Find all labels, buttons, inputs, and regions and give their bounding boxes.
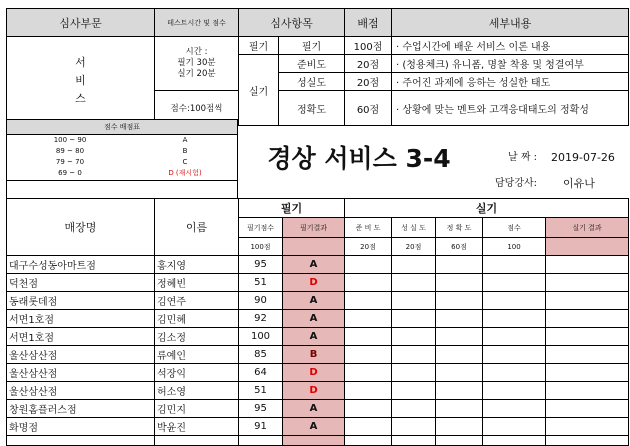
- accuracy-cell: [436, 364, 483, 382]
- detail-text: · 수업시간에 배운 서비스 이론 내용: [392, 37, 629, 55]
- student-row: [7, 292, 629, 310]
- accuracy-cell: [436, 400, 483, 418]
- grade-table: [6, 119, 238, 181]
- prep-cell: [345, 274, 392, 292]
- header-item: 심사항목: [239, 9, 345, 37]
- time-cell: [155, 37, 239, 91]
- col-name: 이름: [155, 199, 239, 256]
- written-grade-cell: A: [283, 328, 345, 346]
- store-cell: 울산삼산점: [7, 364, 155, 382]
- header-details: 세부내용: [392, 9, 629, 37]
- diligence-cell: [392, 292, 436, 310]
- col-accuracy: 정 확 도: [436, 218, 483, 238]
- store-cell: 울산삼산점: [7, 382, 155, 400]
- written-grade-cell: D: [283, 274, 345, 292]
- diligence-cell: [392, 418, 436, 436]
- score-cell: [483, 292, 546, 310]
- name-cell: 김연주: [155, 292, 239, 310]
- student-row: [7, 400, 629, 418]
- practical-result-cell: [546, 382, 629, 400]
- instructor-label: 담당강사:: [495, 178, 538, 189]
- name-cell: 김민혜: [155, 310, 239, 328]
- prep-cell: [345, 364, 392, 382]
- division-char: 서: [75, 56, 86, 69]
- score-total: 점수:100점씩: [155, 91, 239, 126]
- result-cell-empty: [283, 238, 345, 256]
- grade-row: [7, 135, 237, 146]
- store-cell: 울산삼산점: [7, 346, 155, 364]
- col-store: 매장명: [7, 199, 155, 256]
- grade-range: 79 ~ 70: [55, 158, 85, 166]
- item-practical: 실기: [239, 55, 279, 126]
- practical-result-cell: [546, 364, 629, 382]
- written-grade-cell: A: [283, 256, 345, 274]
- diligence-cell: [392, 256, 436, 274]
- written-score-cell: 100: [239, 328, 283, 346]
- time-title: 시간 :: [185, 47, 208, 57]
- accuracy-cell: [436, 346, 483, 364]
- written-grade-cell: D: [283, 364, 345, 382]
- written-score-cell: 92: [239, 310, 283, 328]
- score-cell: [483, 346, 546, 364]
- written-grade-cell: A: [283, 310, 345, 328]
- col-score: 점수: [483, 218, 546, 238]
- store-cell: 덕천점: [7, 274, 155, 292]
- grade-table-title: 점수 배점표: [7, 120, 237, 135]
- score-cell: [483, 418, 546, 436]
- prep-cell: [345, 328, 392, 346]
- prep-cell: [345, 418, 392, 436]
- result-cell-empty: [546, 238, 629, 256]
- practical-result-cell: [546, 274, 629, 292]
- grade-letter: B: [182, 147, 188, 155]
- grade-row: [7, 157, 237, 168]
- store-cell: 창원홈플러스점: [7, 400, 155, 418]
- diligence-cell: [392, 328, 436, 346]
- score-cell: [483, 256, 546, 274]
- student-row: [7, 364, 629, 382]
- col-prep: 준 비 도: [345, 218, 392, 238]
- prep-cell: [345, 292, 392, 310]
- diligence-cell: [392, 274, 436, 292]
- accuracy-cell: [436, 292, 483, 310]
- diligence-cell: [392, 346, 436, 364]
- student-row: [7, 382, 629, 400]
- max-score: 100: [483, 238, 546, 256]
- name-cell: 허소영: [155, 382, 239, 400]
- subitem: 성실도: [279, 73, 345, 91]
- score-cell: [483, 328, 546, 346]
- header-test-time: 테스트시간 및 점수: [155, 9, 239, 37]
- store-cell: 서면1호점: [7, 310, 155, 328]
- col-diligence: 성 실 도: [392, 218, 436, 238]
- prep-cell: [345, 382, 392, 400]
- practical-result-cell: [546, 400, 629, 418]
- store-cell: 대구수성동아마트점: [7, 256, 155, 274]
- practical-result-cell: [546, 292, 629, 310]
- results-table: [6, 198, 628, 438]
- grade-row: [7, 168, 237, 179]
- written-score-cell: 51: [239, 274, 283, 292]
- name-cell: 김민지: [155, 400, 239, 418]
- practical-result-cell: [546, 418, 629, 436]
- student-row: [7, 328, 629, 346]
- written-grade-cell: A: [283, 400, 345, 418]
- diligence-cell: [392, 310, 436, 328]
- result-rows: [7, 256, 629, 446]
- subitem: 필기: [279, 37, 345, 55]
- accuracy-cell: [436, 256, 483, 274]
- blank-cell: [239, 436, 283, 446]
- blank-cell: [345, 436, 392, 446]
- header-points: 배점: [345, 9, 392, 37]
- detail-text: · 상황에 맞는 멘트와 고객응대태도의 정확성: [392, 91, 629, 126]
- blank-cell: [283, 436, 345, 446]
- score-cell: [483, 364, 546, 382]
- student-row: [7, 310, 629, 328]
- points-value: 20점: [345, 73, 392, 91]
- prep-cell: [345, 256, 392, 274]
- name-cell: 류예인: [155, 346, 239, 364]
- written-score-cell: 90: [239, 292, 283, 310]
- written-score-cell: 85: [239, 346, 283, 364]
- max-written: 100점: [239, 238, 283, 256]
- name-cell: 김소정: [155, 328, 239, 346]
- accuracy-cell: [436, 310, 483, 328]
- col-written-score: 필기점수: [239, 218, 283, 238]
- student-row: [7, 418, 629, 436]
- points-value: 60점: [345, 91, 392, 126]
- instructor-value: 이유나: [563, 177, 595, 190]
- written-score-cell: 91: [239, 418, 283, 436]
- practical-result-cell: [546, 256, 629, 274]
- points-value: 20점: [345, 55, 392, 73]
- written-score-cell: 95: [239, 256, 283, 274]
- written-group: 필기: [239, 199, 345, 218]
- student-row: [7, 274, 629, 292]
- prep-cell: [345, 310, 392, 328]
- criteria-table: [6, 8, 628, 119]
- written-score-cell: 95: [239, 400, 283, 418]
- division-cell: [7, 37, 155, 126]
- subitem: 정확도: [279, 91, 345, 126]
- points-value: 100점: [345, 37, 392, 55]
- subitem: 준비도: [279, 55, 345, 73]
- col-written-result: 필기결과: [283, 218, 345, 238]
- detail-text: · (청용체크) 유니폼, 명찰 착용 및 청결여부: [392, 55, 629, 73]
- accuracy-cell: [436, 418, 483, 436]
- score-cell: [483, 382, 546, 400]
- name-cell: 박윤진: [155, 418, 239, 436]
- time-practical: 실기 20분: [177, 69, 216, 79]
- blank-cell: [546, 436, 629, 446]
- spacer-cell: [6, 181, 238, 198]
- division-char: 비: [75, 74, 86, 87]
- score-cell: [483, 274, 546, 292]
- written-grade-cell: A: [283, 292, 345, 310]
- practical-result-cell: [546, 328, 629, 346]
- max-accuracy: 60점: [436, 238, 483, 256]
- date-value: 2019-07-26: [551, 151, 615, 164]
- name-cell: 홍지영: [155, 256, 239, 274]
- item-written: 필기: [239, 37, 279, 55]
- store-cell: 동래롯데점: [7, 292, 155, 310]
- score-cell: [483, 400, 546, 418]
- grade-range: 69 ~ 0: [58, 169, 82, 177]
- date-label: 날 짜 :: [508, 152, 538, 163]
- diligence-cell: [392, 400, 436, 418]
- blank-cell: [392, 436, 436, 446]
- practical-group: 실기: [345, 199, 629, 218]
- accuracy-cell: [436, 328, 483, 346]
- store-cell: 서면1호점: [7, 328, 155, 346]
- grade-range: 100 ~ 90: [53, 136, 87, 144]
- written-score-cell: 64: [239, 364, 283, 382]
- practical-result-cell: [546, 346, 629, 364]
- written-grade-cell: A: [283, 418, 345, 436]
- grade-range: 89 ~ 80: [55, 147, 85, 155]
- blank-cell: [7, 436, 155, 446]
- header-division: 심사부문: [7, 9, 155, 37]
- accuracy-cell: [436, 274, 483, 292]
- max-prep: 20점: [345, 238, 392, 256]
- time-written: 필기 30분: [177, 58, 216, 68]
- division-char: 스: [75, 92, 86, 105]
- diligence-cell: [392, 364, 436, 382]
- blank-cell: [483, 436, 546, 446]
- grade-letter: A: [182, 136, 188, 144]
- blank-row: [7, 436, 629, 446]
- student-row: [7, 346, 629, 364]
- detail-text: · 주어진 과제에 응하는 성실한 태도: [392, 73, 629, 91]
- max-diligence: 20점: [392, 238, 436, 256]
- sheet-title: 경상 서비스 3-4: [267, 144, 451, 173]
- blank-cell: [155, 436, 239, 446]
- student-row: [7, 256, 629, 274]
- score-cell: [483, 310, 546, 328]
- store-cell: 화명점: [7, 418, 155, 436]
- grade-letter-fail: D (재시험): [168, 169, 202, 177]
- diligence-cell: [392, 382, 436, 400]
- practical-result-cell: [546, 310, 629, 328]
- written-score-cell: 51: [239, 382, 283, 400]
- blank-cell: [436, 436, 483, 446]
- prep-cell: [345, 400, 392, 418]
- grade-letter: C: [182, 158, 188, 166]
- prep-cell: [345, 346, 392, 364]
- accuracy-cell: [436, 382, 483, 400]
- col-practical-result: 실기 결과: [546, 218, 629, 238]
- written-grade-cell: D: [283, 382, 345, 400]
- name-cell: 석장익: [155, 364, 239, 382]
- grade-row: [7, 146, 237, 157]
- name-cell: 정혜빈: [155, 274, 239, 292]
- written-grade-cell: B: [283, 346, 345, 364]
